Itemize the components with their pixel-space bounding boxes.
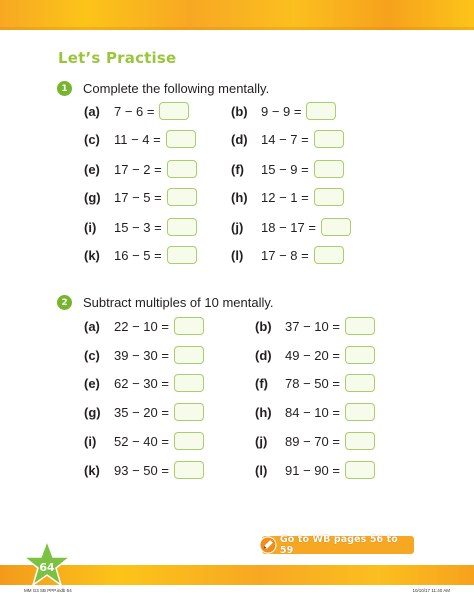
question-1-instruction: Complete the following mentally.	[83, 81, 270, 96]
item-label: (g)	[84, 404, 101, 420]
item-expression: 14 − 7 =	[261, 131, 309, 147]
q1-item-c	[84, 130, 196, 148]
item-expression: 17 − 5 =	[114, 189, 162, 205]
answer-box[interactable]	[167, 218, 197, 236]
print-footer-right: 10/10/17 11:40 AM	[412, 588, 450, 593]
item-expression: 17 − 2 =	[114, 161, 162, 177]
q1-item-e	[84, 160, 197, 178]
answer-box[interactable]	[345, 461, 375, 479]
answer-box[interactable]	[159, 102, 189, 120]
item-label: (b)	[255, 318, 272, 334]
answer-box[interactable]	[174, 374, 204, 392]
answer-box[interactable]	[167, 160, 197, 178]
answer-box[interactable]	[166, 130, 196, 148]
item-expression: 78 − 50 =	[285, 375, 340, 391]
item-label: (l)	[231, 247, 244, 263]
answer-box[interactable]	[314, 246, 344, 264]
answer-box[interactable]	[314, 160, 344, 178]
answer-box[interactable]	[345, 403, 375, 421]
item-label: (i)	[84, 219, 97, 235]
answer-box[interactable]	[174, 461, 204, 479]
item-label: (a)	[84, 103, 100, 119]
page-number: 64	[39, 561, 55, 574]
question-1-number-badge: 1	[57, 81, 72, 96]
item-expression: 9 − 9 =	[261, 103, 302, 119]
q2-item-h	[255, 403, 375, 421]
item-expression: 91 − 90 =	[285, 462, 340, 478]
item-expression: 39 − 30 =	[114, 347, 169, 363]
q1-item-k	[84, 246, 197, 264]
item-expression: 93 − 50 =	[114, 462, 169, 478]
q1-item-f	[231, 160, 344, 178]
item-label: (h)	[231, 189, 248, 205]
item-expression: 89 − 70 =	[285, 433, 340, 449]
item-label: (c)	[84, 347, 100, 363]
item-label: (f)	[231, 161, 244, 177]
print-footer-left: MM G3 SB PPP.indb 64	[24, 588, 72, 593]
item-expression: 17 − 8 =	[261, 247, 309, 263]
q2-item-f	[255, 374, 375, 392]
item-expression: 11 − 4 =	[114, 131, 161, 147]
q1-item-h	[231, 188, 344, 206]
item-expression: 52 − 40 =	[114, 433, 169, 449]
top-decorative-bar	[0, 0, 474, 30]
item-label: (e)	[84, 375, 100, 391]
item-expression: 15 − 9 =	[261, 161, 309, 177]
q1-item-d	[231, 130, 344, 148]
answer-box[interactable]	[167, 246, 197, 264]
q1-item-i	[84, 218, 197, 236]
item-expression: 12 − 1 =	[261, 189, 309, 205]
item-label: (j)	[231, 219, 244, 235]
answer-box[interactable]	[345, 374, 375, 392]
answer-box[interactable]	[314, 188, 344, 206]
item-expression: 49 − 20 =	[285, 347, 340, 363]
question-2-number-badge: 2	[57, 295, 72, 310]
item-expression: 35 − 20 =	[114, 404, 169, 420]
item-label: (d)	[231, 131, 248, 147]
item-label: (l)	[255, 462, 268, 478]
item-expression: 18 − 17 =	[261, 219, 316, 235]
item-expression: 62 − 30 =	[114, 375, 169, 391]
item-label: (c)	[84, 131, 100, 147]
q1-item-g	[84, 188, 197, 206]
item-expression: 15 − 3 =	[114, 219, 162, 235]
q2-item-i	[84, 432, 204, 450]
item-label: (g)	[84, 189, 101, 205]
item-label: (b)	[231, 103, 248, 119]
item-expression: 84 − 10 =	[285, 404, 340, 420]
answer-box[interactable]	[345, 432, 375, 450]
item-label: (e)	[84, 161, 100, 177]
question-2-instruction: Subtract multiples of 10 mentally.	[83, 295, 274, 310]
q2-item-c	[84, 346, 204, 364]
q2-item-b	[255, 317, 375, 335]
q1-item-l	[231, 246, 344, 264]
item-label: (d)	[255, 347, 272, 363]
item-label: (f)	[255, 375, 268, 391]
q2-item-g	[84, 403, 204, 421]
item-expression: 16 − 5 =	[114, 247, 162, 263]
q1-item-j	[231, 218, 351, 236]
workbook-pages-banner[interactable]	[262, 536, 414, 554]
item-expression: 22 − 10 =	[114, 318, 169, 334]
answer-box[interactable]	[345, 317, 375, 335]
page-heading: Let’s Practise	[58, 49, 177, 67]
q1-item-b	[231, 102, 336, 120]
item-label: (k)	[84, 462, 100, 478]
answer-box[interactable]	[321, 218, 351, 236]
answer-box[interactable]	[174, 317, 204, 335]
item-expression: 7 − 6 =	[114, 103, 155, 119]
answer-box[interactable]	[345, 346, 375, 364]
workbook-pages-label: Go to WB pages 56 to 59	[279, 534, 398, 556]
q1-item-a	[84, 102, 189, 120]
item-label: (h)	[255, 404, 272, 420]
answer-box[interactable]	[174, 432, 204, 450]
answer-box[interactable]	[306, 102, 336, 120]
item-label: (k)	[84, 247, 100, 263]
item-label: (a)	[84, 318, 100, 334]
pencil-icon	[259, 536, 277, 554]
q2-item-d	[255, 346, 375, 364]
answer-box[interactable]	[174, 403, 204, 421]
answer-box[interactable]	[174, 346, 204, 364]
q2-item-e	[84, 374, 204, 392]
q2-item-a	[84, 317, 204, 335]
item-label: (i)	[84, 433, 97, 449]
item-expression: 37 − 10 =	[285, 318, 340, 334]
q2-item-j	[255, 432, 375, 450]
item-label: (j)	[255, 433, 268, 449]
answer-box[interactable]	[167, 188, 197, 206]
page-number-star-icon	[22, 540, 72, 588]
answer-box[interactable]	[314, 130, 344, 148]
q2-item-l	[255, 461, 375, 479]
q2-item-k	[84, 461, 204, 479]
